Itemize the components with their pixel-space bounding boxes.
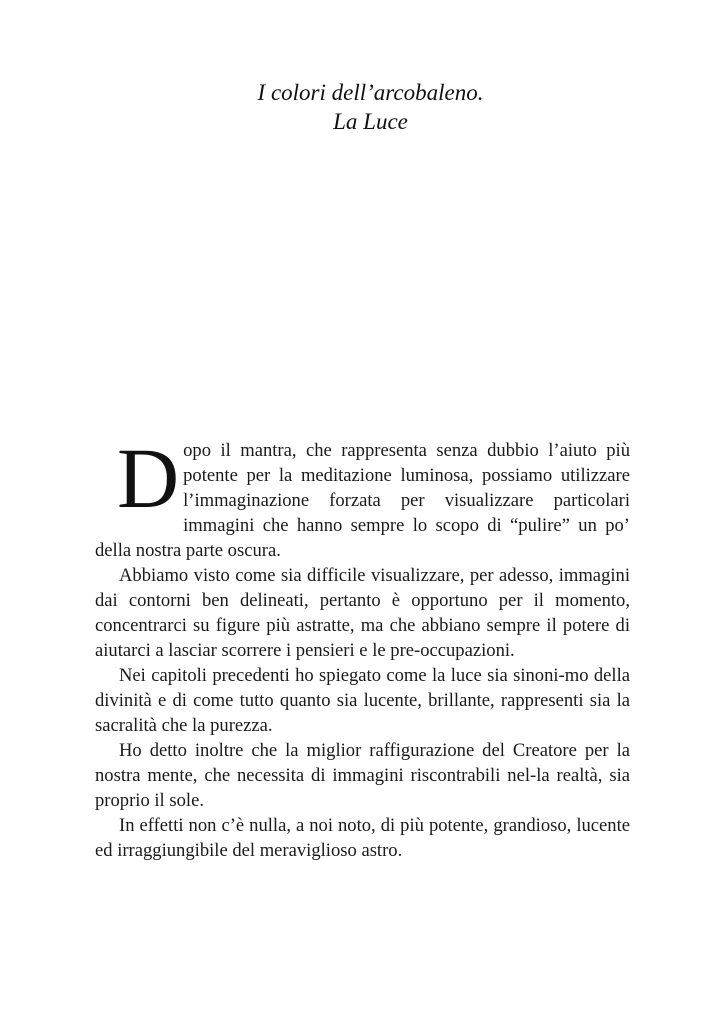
- paragraph-1-text: opo il mantra, che rappresenta senza dubbio l’aiuto più potente per la meditazione luminosa, possiamo utilizzare l’immaginazione forzata per visualizzare particolari immagini che hanno sempre lo scopo di “pulire” un po’ della nostra parte oscura.: [95, 440, 630, 561]
- paragraph-3: Nei capitoli precedenti ho spiegato come la luce sia sinoni-mo della divinità e di come tutto quanto sia lucente, brillante, rappresenti sia la sacralità che la purezza.: [95, 665, 630, 736]
- paragraph-5: In effetti non c’è nulla, a noi noto, di più potente, grandioso, lucente ed irraggiungibile del meraviglioso astro.: [95, 815, 630, 861]
- chapter-body: [95, 430, 630, 863]
- paragraph-2: Abbiamo visto come sia difficile visualizzare, per adesso, immagini dai contorni ben delineati, pertanto è opportuno per il momento, concentrarci su figure più astratte, ma che abbiano sempre il potere di aiutarci a lasciar scorrere i pensieri e le pre-occupazioni.: [95, 565, 630, 661]
- paragraph-1: [95, 430, 630, 563]
- drop-cap: D: [117, 430, 180, 526]
- chapter-title-line-2: La Luce: [333, 109, 408, 134]
- chapter-title: [0, 78, 723, 136]
- paragraph-4: Ho detto inoltre che la miglior raffigurazione del Creatore per la nostra mente, che necessita di immagini riscontrabili nel-la realtà, sia proprio il sole.: [95, 740, 630, 811]
- chapter-title-line-1: I colori dell’arcobaleno.: [257, 80, 484, 105]
